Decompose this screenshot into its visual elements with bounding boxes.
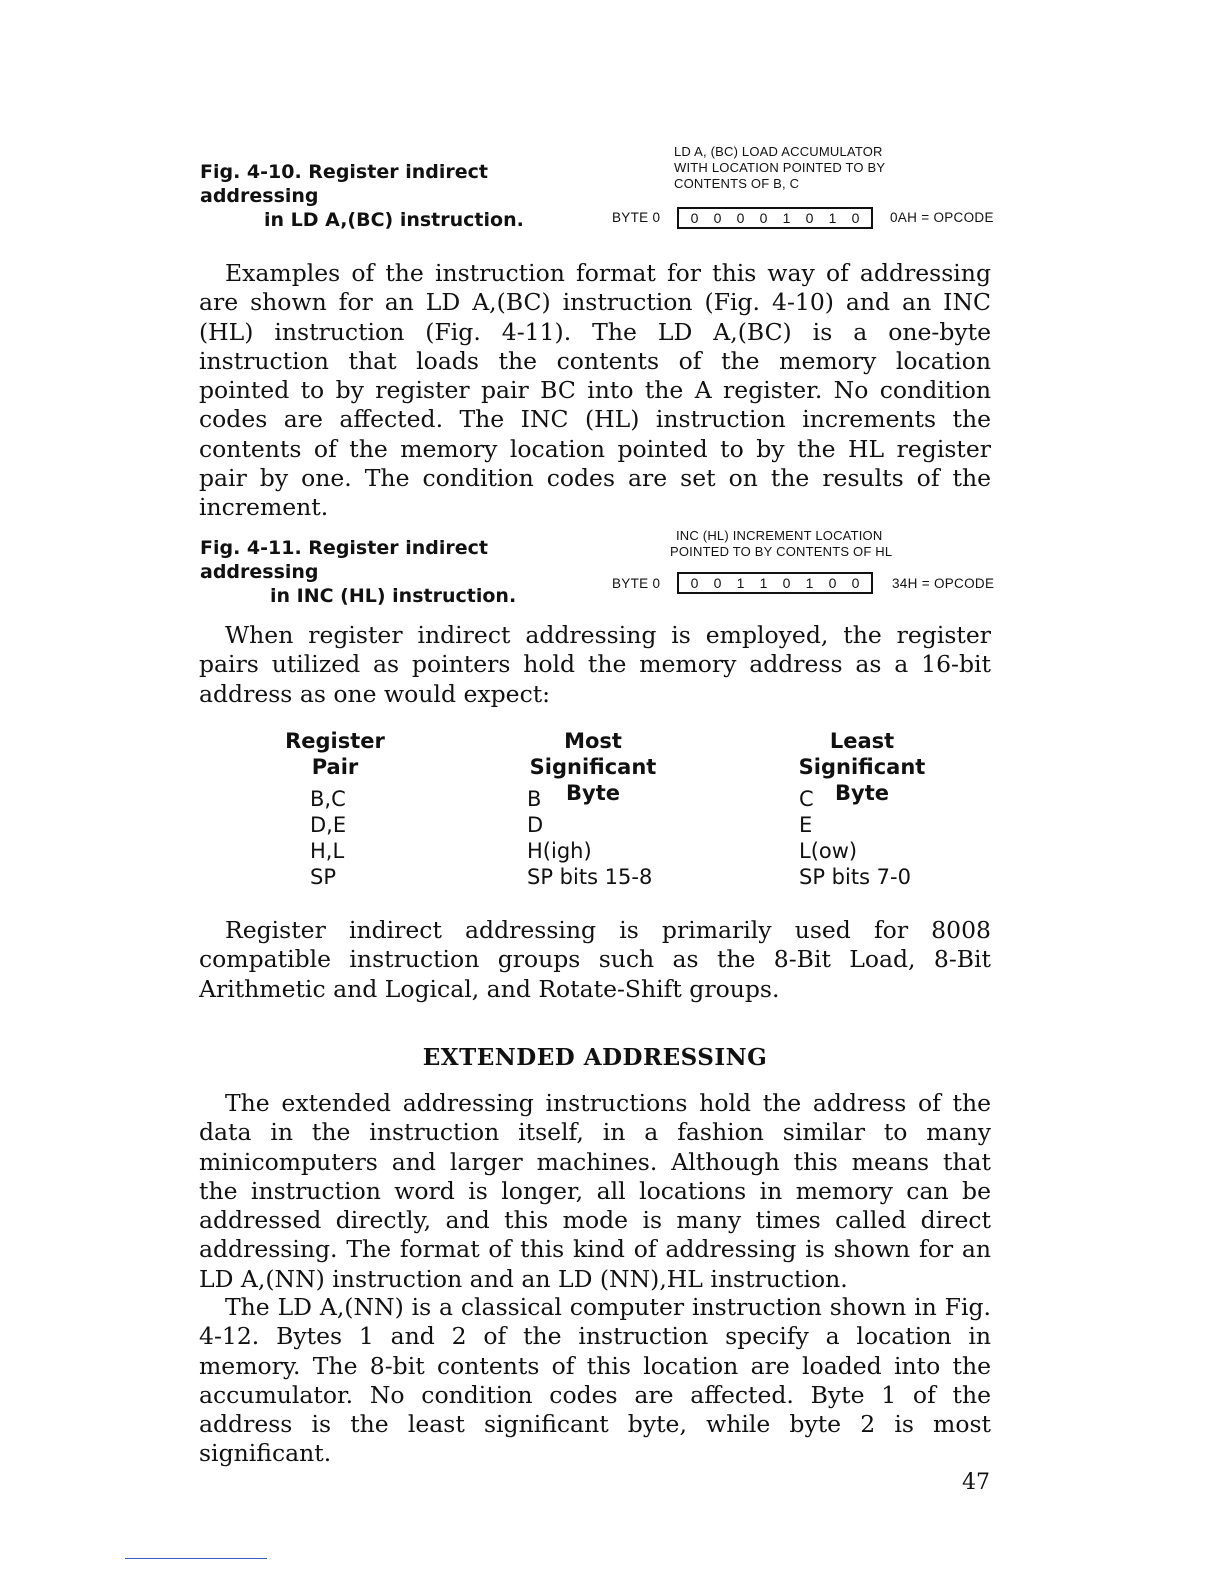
table-cell: H(igh) [527,839,592,863]
bit: 1 [782,210,791,226]
diagram-title-line: CONTENTS OF B, C [674,176,800,191]
bit: 0 [736,210,745,226]
table-row [280,838,980,864]
opcode-bit-box [677,207,873,229]
table-cell: SP bits 15-8 [527,865,653,889]
bit: 1 [759,575,768,591]
bit: 1 [736,575,745,591]
caption-line-1: Fig. 4-11. Register indirect addressing [200,537,488,583]
table-cell: SP [310,865,336,889]
table-row [280,786,980,812]
bit: 0 [851,575,860,591]
section-heading: EXTENDED ADDRESSING [422,1044,768,1071]
table-row [280,812,980,838]
body-paragraph: Examples of the instruction format for this way of addressing are shown for an LD A,(BC) instruction (Fig. 4-10) and an INC (HL) instruction (Fig. 4-11). The LD A,(BC) is a one-byte instruction that loads the contents of the memory location pointed to by register pair BC into the A register. No condition codes are affected. The INC (HL) instruction increments the contents of the memory location pointed to by the HL register pair by one. The condition codes are set on the results of the increment. [199,259,991,522]
figure-caption [200,160,600,232]
byte-label: BYTE 0 [612,576,661,591]
figure-4-10 [0,0,1224,240]
bit: 0 [828,575,837,591]
table-cell: D,E [310,813,347,837]
body-paragraph: The LD A,(NN) is a classical computer instruction shown in Fig. 4-12. Bytes 1 and 2 of the instruction specify a location in memory. The 8-bit contents of this location are loaded into the accumulator. No condition codes are affected. Byte 1 of the address is the least significant byte, while byte 2 is most significant. [199,1293,991,1468]
register-pair-table [280,728,980,898]
body-paragraph: Register indirect addressing is primarily used for 8008 compatible instruction groups such as the 8-Bit Load, 8-Bit Arithmetic and Logical, and Rotate-Shift groups. [199,916,991,1003]
column-header: Least Significant Byte [798,729,926,805]
page-number: 47 [962,1470,990,1495]
bit: 0 [690,210,699,226]
caption-line-2: in LD A,(BC) instruction. [264,209,524,231]
column-header: Most Significant Byte [529,729,657,805]
figure-4-11 [0,520,1224,607]
table-cell: B [527,787,542,811]
body-paragraph: The extended addressing instructions hold the address of the data in the instruction itself, in a fashion similar to many minicomputers and larger machines. Although this means that the instruction word is longer, all locations in memory can be addressed directly, and this mode is many times called direct addressing. The format of this kind of addressing is shown for an LD A,(NN) instruction and an LD (NN),HL instruction. [199,1089,991,1293]
bit: 1 [828,210,837,226]
column-header: Register Pair [285,729,385,779]
diagram-title-line: WITH LOCATION POINTED TO BY [674,160,886,175]
diagram-title-line: LD A, (BC) LOAD ACCUMULATOR [674,144,883,159]
bit: 0 [713,210,722,226]
table-cell: B,C [310,787,346,811]
caption-line-1: Fig. 4-10. Register indirect addressing [200,161,488,207]
table-cell: SP bits 7-0 [799,865,911,889]
diagram-title-line: POINTED TO BY CONTENTS OF HL [670,544,893,559]
table-cell: L(ow) [799,839,858,863]
opcode-label: 0AH = OPCODE [890,210,994,225]
byte-label: BYTE 0 [612,210,661,225]
table-row [280,864,980,890]
table-cell: D [527,813,544,837]
bit: 0 [851,210,860,226]
body-paragraph: When register indirect addressing is employed, the register pairs utilized as pointers hold the memory address as a 16-bit address as one would expect: [199,621,991,708]
bit: 0 [782,575,791,591]
bit: 0 [713,575,722,591]
bit: 0 [759,210,768,226]
table-cell: H,L [310,839,345,863]
bit: 1 [805,575,814,591]
diagram-title-line: INC (HL) INCREMENT LOCATION [676,528,883,543]
footer-rule [125,1558,267,1559]
table-cell: C [799,787,814,811]
diagram-title [670,528,970,560]
opcode-bit-box [677,572,873,594]
caption-line-2: in INC (HL) instruction. [270,585,517,607]
table-cell: E [799,813,813,837]
figure-caption [200,536,600,608]
opcode-label: 34H = OPCODE [892,576,995,591]
bit: 0 [690,575,699,591]
bit: 0 [805,210,814,226]
diagram-title [674,144,974,192]
